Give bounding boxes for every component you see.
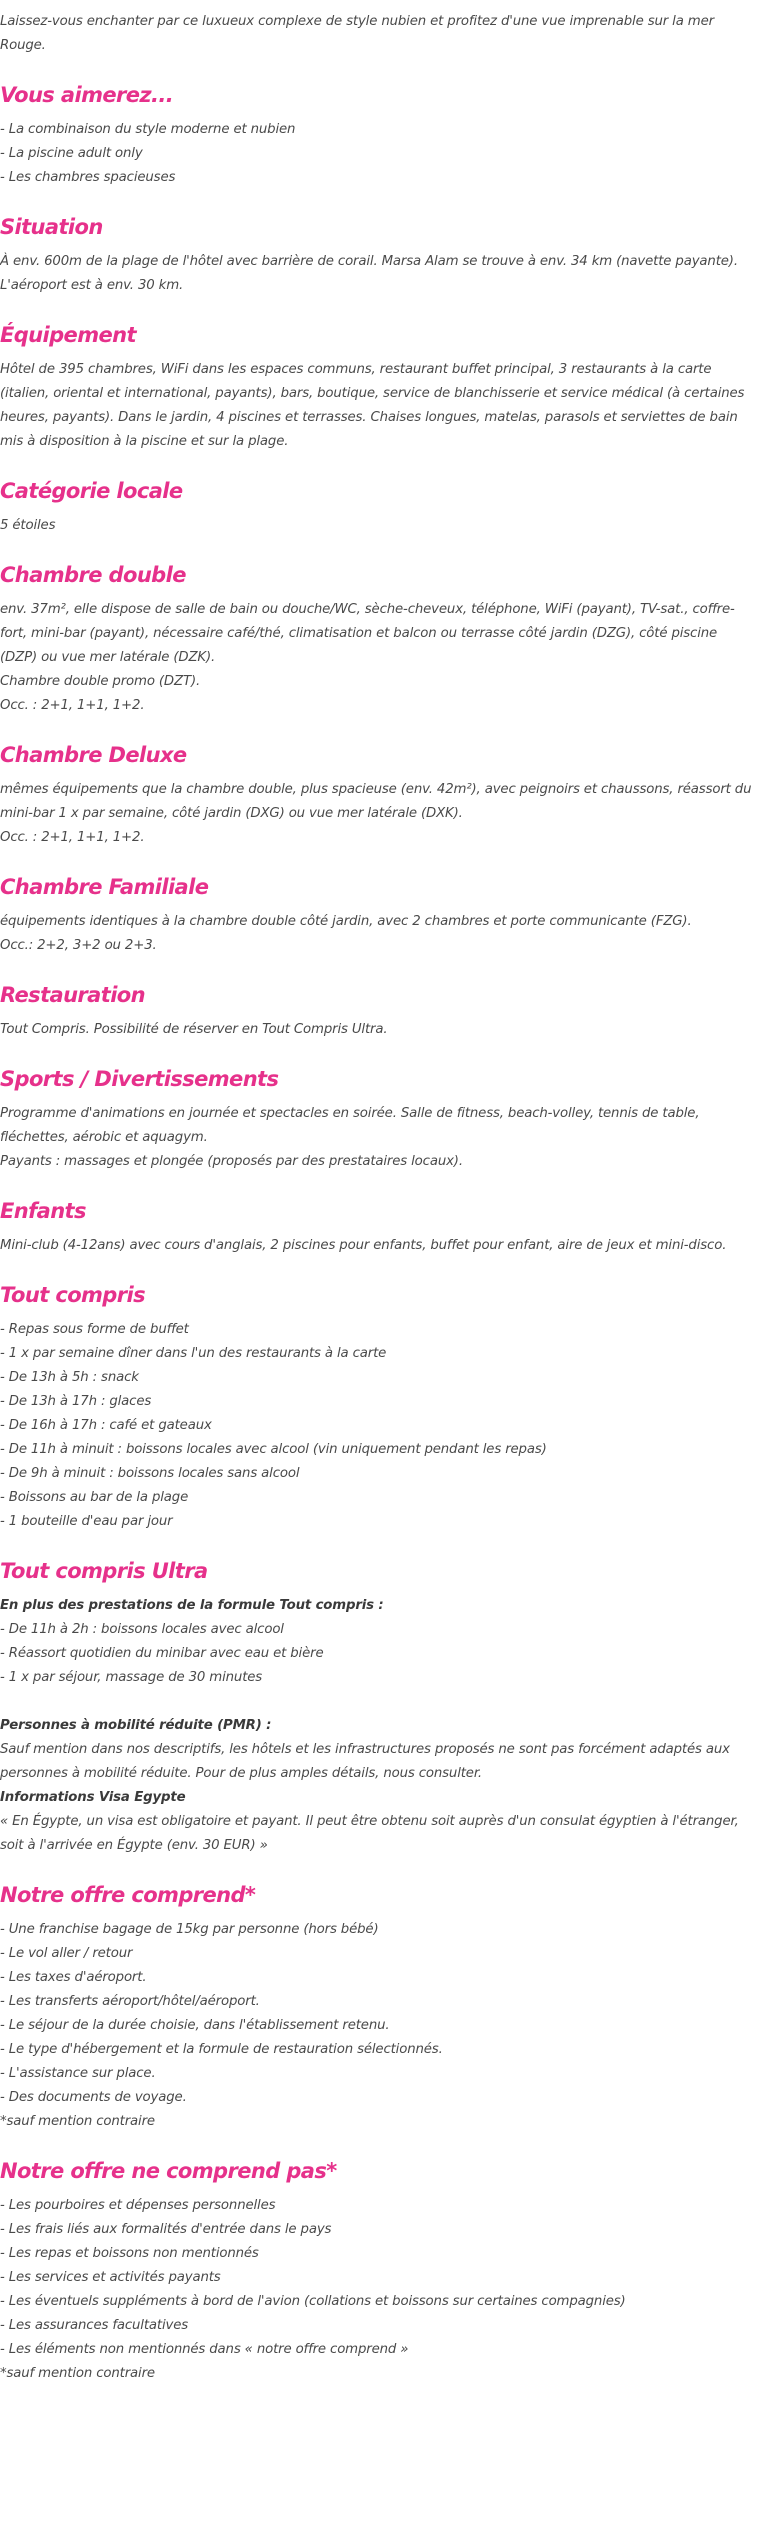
section-line: - 1 bouteille d'eau par jour — [0, 1514, 173, 1529]
section-line: - Repas sous forme de buffet — [0, 1322, 189, 1337]
section-line: - Une franchise bagage de 15kg par personne (hors bébé) — [0, 1922, 379, 1937]
section-line: - De 13h à 5h : snack — [0, 1370, 139, 1385]
section-line: - Les assurances facultatives — [0, 2318, 189, 2333]
section-heading: Tout compris Ultra — [0, 1559, 208, 1583]
section-tout-compris — [0, 1280, 758, 1534]
section-heading: Vous aimerez... — [0, 83, 174, 107]
section-line: - De 16h à 17h : café et gateaux — [0, 1418, 212, 1433]
section-heading: Tout compris — [0, 1283, 145, 1307]
section-line: - Réassort quotidien du minibar avec eau et bière — [0, 1646, 324, 1661]
section-chambre-deluxe — [0, 740, 758, 850]
section-line: - De 13h à 17h : glaces — [0, 1394, 152, 1409]
section-heading: Sports / Divertissements — [0, 1067, 279, 1091]
section-enfants — [0, 1196, 758, 1258]
section-lead: En plus des prestations de la formule Tout compris : — [0, 1598, 384, 1613]
info-heading: Personnes à mobilité réduite (PMR) : — [0, 1718, 272, 1733]
section-line: Occ. : 2+1, 1+1, 1+2. — [0, 830, 145, 845]
section-heading: Équipement — [0, 323, 136, 347]
section-line: - Les frais liés aux formalités d'entrée dans le pays — [0, 2222, 332, 2237]
section-line: Hôtel de 395 chambres, WiFi dans les espaces communs, restaurant buffet principal, 3 restaurants à la carte (italien, oriental et international, payants), bars, boutique, service de blanchisserie et service médical (à certaines heures, payants). Dans le jardin, 4 piscines et terrasses. Chaises longues, matelas, parasols et serviettes de bain mis à disposition à la piscine et sur la plage. — [0, 362, 745, 449]
sections-container — [0, 80, 758, 2386]
section-chambre-familiale — [0, 872, 758, 958]
section-line: - La combinaison du style moderne et nubien — [0, 122, 296, 137]
section-line: - Boissons au bar de la plage — [0, 1490, 189, 1505]
section-line: - Les pourboires et dépenses personnelles — [0, 2198, 276, 2213]
section-line: - Des documents de voyage. — [0, 2090, 187, 2105]
section-line: équipements identiques à la chambre double côté jardin, avec 2 chambres et porte communicante (FZG). — [0, 914, 692, 929]
section-line: - Les éventuels suppléments à bord de l'avion (collations et boissons sur certaines compagnies) — [0, 2294, 626, 2309]
info-heading: Informations Visa Egypte — [0, 1790, 186, 1805]
section-line: env. 37m², elle dispose de salle de bain ou douche/WC, sèche-cheveux, téléphone, WiFi (payant), TV-sat., coffre-fort, mini-bar (payant), nécessaire café/thé, climatisation et balcon ou terrasse côté jardin (DZG), côté piscine (DZP) ou vue mer latérale (DZK). — [0, 602, 735, 665]
spacer — [0, 1690, 758, 1714]
section-line: - De 9h à minuit : boissons locales sans alcool — [0, 1466, 300, 1481]
section-line: - Le vol aller / retour — [0, 1946, 133, 1961]
section-line: 5 étoiles — [0, 518, 56, 533]
section-line: - La piscine adult only — [0, 146, 143, 161]
section-heading: Situation — [0, 215, 103, 239]
section-line: Payants : massages et plongée (proposés par des prestataires locaux). — [0, 1154, 463, 1169]
section-line: mêmes équipements que la chambre double, plus spacieuse (env. 42m²), avec peignoirs et chaussons, réassort du mini-bar 1 x par semaine, côté jardin (DXG) ou vue mer latérale (DXK). — [0, 782, 752, 821]
info-text: Sauf mention dans nos descriptifs, les hôtels et les infrastructures proposés ne sont pas forcément adaptés aux personnes à mobilité réduite. Pour de plus amples détails, nous consulter. — [0, 1742, 730, 1781]
section-heading: Chambre Deluxe — [0, 743, 187, 767]
section-line: Chambre double promo (DZT). — [0, 674, 201, 689]
section-heading: Notre offre comprend* — [0, 1883, 256, 1907]
section-line: Occ.: 2+2, 3+2 ou 2+3. — [0, 938, 157, 953]
section-line: Occ. : 2+1, 1+1, 1+2. — [0, 698, 145, 713]
section-line: *sauf mention contraire — [0, 2114, 155, 2129]
section-vous-aimerez — [0, 80, 758, 190]
section-heading: Restauration — [0, 983, 145, 1007]
section-line: - L'assistance sur place. — [0, 2066, 156, 2081]
section-equipement — [0, 320, 758, 454]
section-line: - Les repas et boissons non mentionnés — [0, 2246, 259, 2261]
section-line: Programme d'animations en journée et spectacles en soirée. Salle de fitness, beach-volley, tennis de table, fléchettes, aérobic et aquagym. — [0, 1106, 700, 1145]
section-line: - Les transferts aéroport/hôtel/aéroport. — [0, 1994, 260, 2009]
section-line: - Le séjour de la durée choisie, dans l'établissement retenu. — [0, 2018, 390, 2033]
section-line: - Les taxes d'aéroport. — [0, 1970, 147, 1985]
section-sports-divertissements — [0, 1064, 758, 1174]
section-chambre-double — [0, 560, 758, 718]
section-heading: Catégorie locale — [0, 479, 183, 503]
section-line: - Les éléments non mentionnés dans « notre offre comprend » — [0, 2342, 409, 2357]
section-line: - Le type d'hébergement et la formule de restauration sélectionnés. — [0, 2042, 443, 2057]
section-notre-offre-ne-comprend-pas — [0, 2156, 758, 2386]
info-text: « En Égypte, un visa est obligatoire et payant. Il peut être obtenu soit auprès d'un consulat égyptien à l'étranger, soit à l'arrivée en Égypte (env. 30 EUR) » — [0, 1814, 739, 1853]
section-notre-offre-comprend — [0, 1880, 758, 2134]
intro-text: Laissez-vous enchanter par ce luxueux complexe de style nubien et profitez d'une vue imprenable sur la mer Rouge. — [0, 14, 714, 53]
section-line: Mini-club (4-12ans) avec cours d'anglais, 2 piscines pour enfants, buffet pour enfant, aire de jeux et mini-disco. — [0, 1238, 727, 1253]
section-situation — [0, 212, 758, 298]
section-categorie-locale — [0, 476, 758, 538]
section-line: Tout Compris. Possibilité de réserver en Tout Compris Ultra. — [0, 1022, 388, 1037]
section-tout-compris-ultra — [0, 1556, 758, 1858]
section-line: - Les services et activités payants — [0, 2270, 221, 2285]
section-line: À env. 600m de la plage de l'hôtel avec barrière de corail. Marsa Alam se trouve à env. 34 km (navette payante). L'aéroport est à env. 30 km. — [0, 254, 738, 293]
section-line: - Les chambres spacieuses — [0, 170, 176, 185]
section-line: - De 11h à minuit : boissons locales avec alcool (vin uniquement pendant les repas) — [0, 1442, 547, 1457]
section-line: - De 11h à 2h : boissons locales avec alcool — [0, 1622, 284, 1637]
section-line: - 1 x par séjour, massage de 30 minutes — [0, 1670, 263, 1685]
section-line: - 1 x par semaine dîner dans l'un des restaurants à la carte — [0, 1346, 387, 1361]
hotel-description — [0, 10, 758, 2386]
section-heading: Notre offre ne comprend pas* — [0, 2159, 337, 2183]
section-restauration — [0, 980, 758, 1042]
section-heading: Chambre Familiale — [0, 875, 209, 899]
section-heading: Enfants — [0, 1199, 86, 1223]
section-line: *sauf mention contraire — [0, 2366, 155, 2381]
section-heading: Chambre double — [0, 563, 186, 587]
